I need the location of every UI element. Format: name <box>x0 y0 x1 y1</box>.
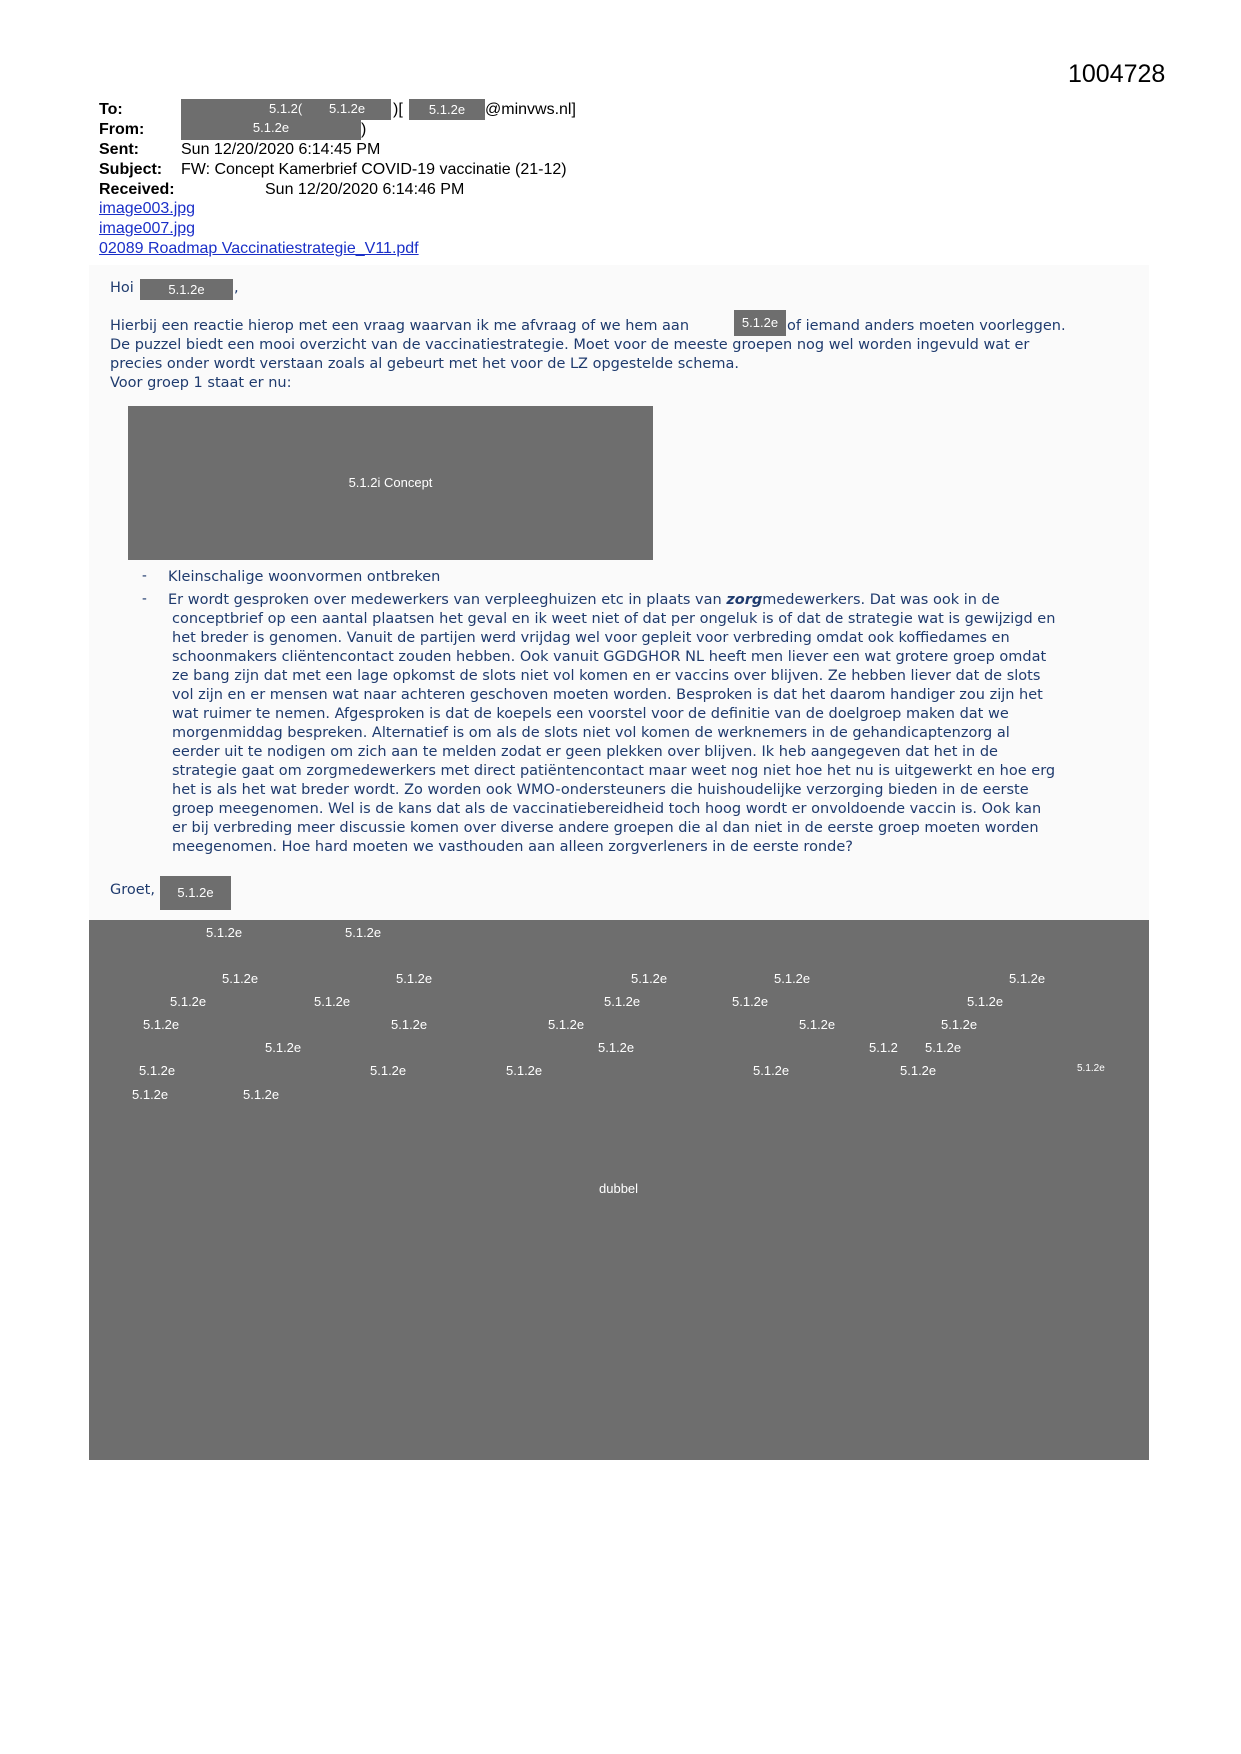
from-redaction: 5.1.2e <box>181 119 361 140</box>
received-label: Received: <box>99 181 175 198</box>
paragraph-line: De puzzel biedt een mooi overzicht van de vaccinatiestrategie. Moet voor de meeste groepen nog wel worden ingevuld wat er <box>110 337 1030 353</box>
bullet-line: strategie gaat om zorgmedewerkers met direct patiëntencontact maar weet nog niet hoe het nu is uitgewerkt en hoe erg <box>172 763 1056 779</box>
redacted-signature-block <box>89 920 1149 1460</box>
sent-value: Sun 12/20/2020 6:14:45 PM <box>181 141 381 158</box>
redaction-label: 5.1.2e <box>314 994 351 1009</box>
redaction-label: 5.1.2e <box>925 1040 962 1055</box>
paragraph-line: precies onder wordt verstaan zoals al gebeurt met het voor de LZ opgestelde schema. <box>110 356 739 372</box>
redaction-label: 5.1.2e <box>370 1063 407 1078</box>
redaction-label: 5.1.2e <box>222 971 259 986</box>
bullet-line: groep meegenomen. Wel is de kans dat als de vaccinatiebereidheid toch hoog wordt er onvoldoende vaccin is. Ook kan <box>172 801 1042 817</box>
redaction-label: 5.1.2e <box>243 1087 280 1102</box>
redaction-label: 5.1.2e <box>774 971 811 986</box>
attachment-link[interactable]: image003.jpg <box>99 200 196 217</box>
bullet-line: morgenmiddag bespreken. Alternatief is om als de slots niet vol komen de werknemers in de gehandicaptenzorg al <box>172 725 1010 741</box>
redaction-label: 5.1.2e <box>753 1063 790 1078</box>
bullet-line: wat ruimer te nemen. Afgesproken is dat de koepels een voorstel voor de definitie van de doelgroep maken dat we <box>172 706 1009 722</box>
redaction-label: 5.1.2e <box>132 1087 169 1102</box>
paragraph-line: Hierbij een reactie hierop met een vraag waarvan ik me afvraag of we hem aan <box>110 318 690 334</box>
bullet-line: het breder is genomen. Vanuit de partijen werd vrijdag wel voor gepleit voor verbreding omdat ook koffiedames en <box>172 630 1010 646</box>
redaction-label: 5.1.2e <box>604 994 641 1009</box>
redaction-label: 5.1.2e <box>206 925 243 940</box>
bullet-item: Kleinschalige woonvormen ontbreken <box>168 569 441 585</box>
redaction-label: 5.1.2e <box>396 971 433 986</box>
from-label: From: <box>99 121 145 138</box>
bullet-marker: - <box>142 568 147 584</box>
greeting: Hoi <box>110 280 134 296</box>
subject-value: FW: Concept Kamerbrief COVID-19 vaccinatie (21-12) <box>181 161 567 178</box>
bullet-line: eerder uit te nodigen om zich aan te melden zodat er geen plekken over blijven. Ik heb aangegeven dat het in de <box>172 744 998 760</box>
redaction-label: 5.1.2e <box>548 1017 585 1032</box>
redaction-label: 5.1.2e <box>598 1040 635 1055</box>
to-label: To: <box>99 101 123 118</box>
redaction-label: 5.1.2e <box>900 1063 937 1078</box>
paragraph-line: of iemand anders moeten voorleggen. <box>787 318 1066 334</box>
bullet-line: er bij verbreding meer discussie komen over diverse andere groepen die al dan niet in de eerste groep moeten worden <box>172 820 1039 836</box>
document-id: 1004728 <box>1068 60 1166 88</box>
bullet-marker: - <box>142 591 147 607</box>
redaction-label: 5.1.2e <box>391 1017 428 1032</box>
paragraph-line: Voor groep 1 staat er nu: <box>110 375 292 391</box>
redacted-image: 5.1.2i Concept <box>128 406 653 560</box>
bullet-line: conceptbrief op een aantal plaatsen het geval en ik weet niet of dat per ongeluk is of dat de strategie wat is gewijzigd en <box>172 611 1056 627</box>
bullet-line: het is als het wat breder wordt. Zo worden ook WMO-ondersteuners die huishoudelijke verzorging bieden in de eerste <box>172 782 1029 798</box>
recipient-redaction: 5.1.2e <box>140 279 233 300</box>
redaction-label: 5.1.2e <box>732 994 769 1009</box>
redaction-label: 5.1.2e <box>143 1017 180 1032</box>
redaction-label: 5.1.2e <box>345 925 382 940</box>
to-redaction-2: 5.1.2e <box>409 99 485 120</box>
bullet-line: schoonmakers cliëntencontact zouden hebben. Ook vanuit GGDGHOR NL heeft men liever een wat grotere groep omdat <box>172 649 1047 665</box>
redaction-label: 5.1.2e <box>967 994 1004 1009</box>
bullet-line: vol zijn en er mensen wat naar achteren geschoven moeten worden. Besproken is dat het daarom handiger zou zijn het <box>172 687 1043 703</box>
redaction-label: 5.1.2e <box>265 1040 302 1055</box>
redaction-label: 5.1.2e <box>139 1063 176 1078</box>
to-separator: )[ <box>393 101 403 118</box>
closing: Groet, <box>110 882 155 898</box>
redaction-label: 5.1.2e <box>170 994 207 1009</box>
from-suffix: ) <box>361 121 367 138</box>
redaction-label: 5.1.2e <box>799 1017 836 1032</box>
redaction-label: 5.1.2e <box>1009 971 1046 986</box>
bullet-item: Er wordt gesproken over medewerkers van verpleeghuizen etc in plaats van zorgmedewerkers. Dat was ook in de <box>168 592 1000 608</box>
received-value: Sun 12/20/2020 6:14:46 PM <box>265 181 465 198</box>
attachment-link[interactable]: image007.jpg <box>99 220 196 237</box>
to-email-domain: @minvws.nl] <box>485 101 576 118</box>
redaction-label: 5.1.2e <box>941 1017 978 1032</box>
bullet-line: meegenomen. Hoe hard moeten we vasthouden aan alleen zorgverleners in de eerste ronde? <box>172 839 853 855</box>
redaction-label: 5.1.2e <box>631 971 668 986</box>
signature-redaction: 5.1.2e <box>160 876 231 910</box>
greeting-comma: , <box>234 280 239 296</box>
dubbel-label: dubbel <box>599 1181 639 1196</box>
to-redaction: 5.1.2( 5.1.2e <box>181 99 391 120</box>
subject-label: Subject: <box>99 161 163 178</box>
redaction-label: 5.1.2e <box>1077 1063 1105 1074</box>
redaction-label: 5.1.2e <box>506 1063 543 1078</box>
inline-redaction: 5.1.2e <box>734 310 786 336</box>
attachment-link[interactable]: 02089 Roadmap Vaccinatiestrategie_V11.pdf <box>99 240 419 257</box>
bullet-line: ze bang zijn dat met een lage opkomst de slots niet vol komen en er vaccins over blijven. Ze hebben liever dat de slots <box>172 668 1041 684</box>
sent-label: Sent: <box>99 141 139 158</box>
redaction-label: 5.1.2 <box>869 1040 898 1055</box>
